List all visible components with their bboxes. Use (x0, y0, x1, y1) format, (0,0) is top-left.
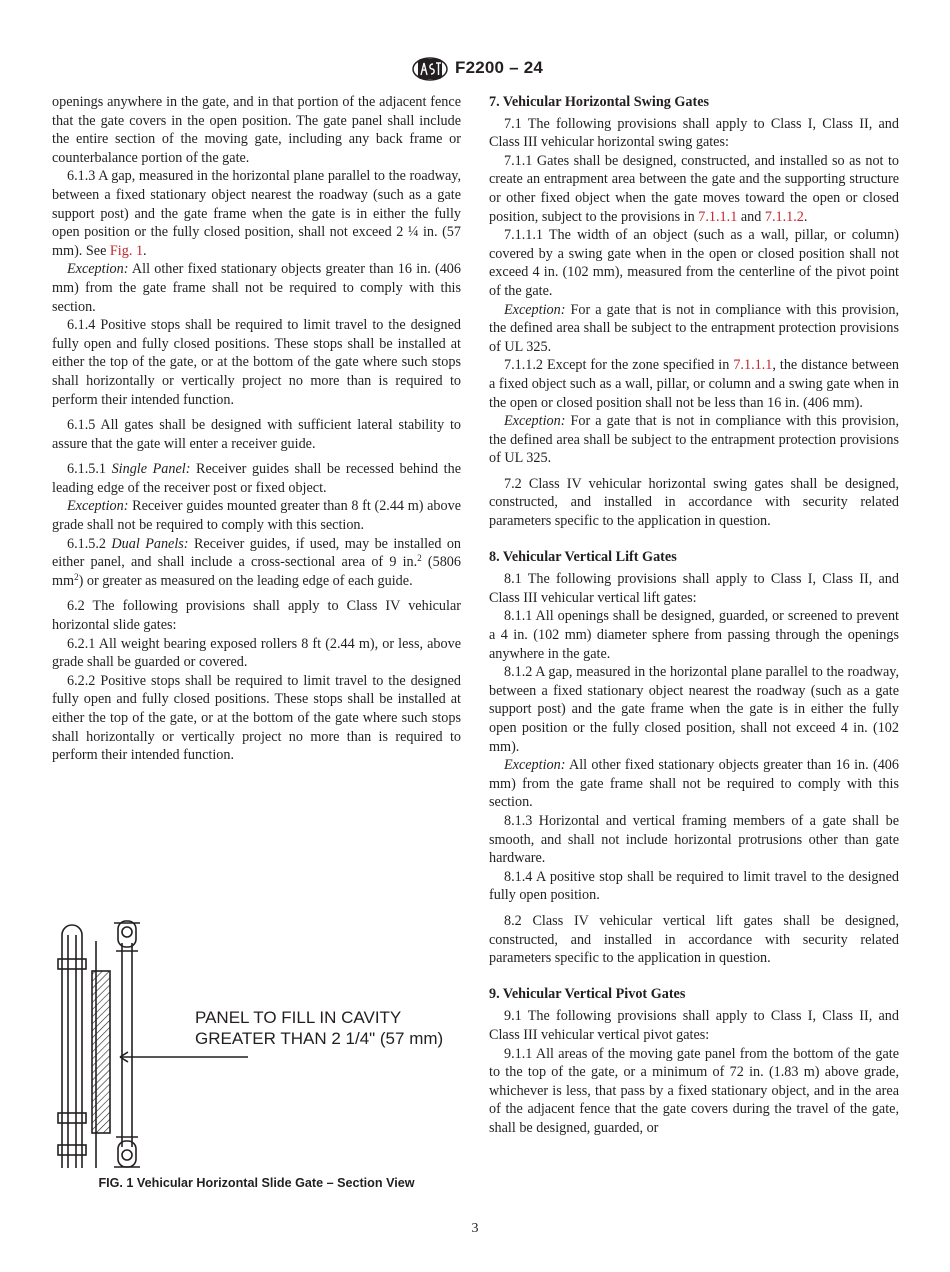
exception-7-1-1-2: Exception: For a gate that is not in compliance with this provision, the defined area shall be subject to the entrapment protection provisions of UL 325. (489, 413, 899, 467)
astm-logo-icon (410, 57, 450, 81)
document-id: F2200 – 24 (455, 58, 544, 77)
paragraph-6-1-5: 6.1.5 All gates shall be designed with sufficient lateral stability to assure that the gate will enter a receiver guide. (52, 417, 461, 452)
paragraph-6-1-4: 6.1.4 Positive stops shall be required to limit travel to the designed fully open and fully closed positions. These stops shall be installed at either the top of the gate, or at the bottom of the gate where such stops shall horizontally or vertically project no more than is required to perform their intended function. (52, 317, 461, 408)
exception-6-1-3: Exception: All other fixed stationary objects greater than 16 in. (406 mm) from the gate frame shall not be required to comply with this section. (52, 261, 461, 315)
paragraph-7-1-1: 7.1.1 Gates shall be designed, constructed, and installed so as not to create an entrapment area between the gate and the supporting structure or other fixed object when the gate moves toward the open or closed position, subject to the provisions in 7.1.1.1 and 7.1.1.2. (489, 152, 899, 225)
figure-1 (52, 915, 461, 1175)
figure-callout: PANEL TO FILL IN CAVITY GREATER THAN 2 1/4" (57 mm) (195, 1008, 444, 1048)
paragraph-6-1-5-1: 6.1.5.1 Single Panel: Receiver guides shall be recessed behind the leading edge of the receiver post or fixed object. (52, 461, 461, 496)
link-7-1-1-2[interactable]: 7.1.1.2 (764, 208, 804, 225)
paragraph-6-1-5-2: 6.1.5.2 Dual Panels: Receiver guides, if used, may be installed on either panel, and shall include a cross-sectional area of 9 in.$^2$ (5806 $mm^2$) or greater as measured on the leading edge of each guide. (52, 535, 462, 589)
section-8-heading: 8. Vehicular Vertical Lift Gates (489, 548, 677, 565)
paragraph-8-2: 8.2 Class IV vehicular vertical lift gates shall be designed, constructed, and installed in accordance with security related parameters specific to the application in question. (489, 912, 899, 967)
paragraph-6-2: 6.2 The following provisions shall apply to Class IV vehicular horizontal slide gates: (52, 598, 461, 634)
paragraph-6-1-3: 6.1.3 A gap, measured in the horizontal plane parallel to the roadway, between a fixed stationary object nearest the roadway (such as a gate support post) and the gate frame when the gate is in either the fully open position or the fully closed position, shall not exceed 2 ¼ in. (57 mm). See Fig. 1. (52, 168, 461, 259)
right-column (489, 93, 899, 1137)
paragraph-8-1-3: 8.1.3 Horizontal and vertical framing members of a gate shall be smooth, and shall not include horizontal protrusions other than gate hardware. (489, 812, 899, 867)
paragraph-9-1: 9.1 The following provisions shall apply to Class I, Class II, and Class III vehicular vertical pivot gates: (489, 1008, 899, 1043)
section-7-heading: 7. Vehicular Horizontal Swing Gates (489, 94, 710, 110)
section-9-heading: 9. Vehicular Vertical Pivot Gates (489, 985, 686, 1002)
paragraph-9-1-1: 9.1.1 All areas of the moving gate panel from the bottom of the gate to the top of the gate, or a minimum of 72 in. (1.83 m) above grade, whichever is less, that pass by a fixed stationary object, and in the area of the adjacent fence that the gate covers during the travel of the gate, shall be designed, guarded, or (489, 1045, 899, 1136)
exception-6-1-5-1: Exception: Receiver guides mounted greater than 8 ft (2.44 m) above grade shall not be required to comply with this section. (52, 498, 461, 534)
exception-7-1-1-1: Exception: For a gate that is not in compliance with this provision, the defined area shall be subject to the entrapment protection provisions of UL 325. (489, 301, 899, 355)
page-number: 3 (471, 1221, 479, 1236)
paragraph-8-1-1: 8.1.1 All openings shall be designed, guarded, or screened to prevent a 4 in. (102 mm) diameter sphere from passing through the openings anywhere in the gate. (489, 608, 899, 662)
paragraph-8-1: 8.1 The following provisions shall apply to Class I, Class II, and Class III vehicular vertical lift gates: (489, 571, 899, 606)
link-7-1-1-1[interactable]: 7.1.1.1 (698, 208, 738, 225)
paragraph-6-2-1: 6.2.1 All weight bearing exposed rollers 8 ft (2.44 m), or less, above grade shall be guarded or covered. (52, 635, 461, 671)
paragraph-7-2: 7.2 Class IV vehicular horizontal swing gates shall be designed, constructed, and installed in accordance with security related parameters specific to the application in question. (489, 475, 899, 530)
paragraph-8-1-4: 8.1.4 A positive stop shall be required to limit travel to the designed fully open position. (489, 868, 899, 904)
paragraph-8-1-2: 8.1.2 A gap, measured in the horizontal plane parallel to the roadway, between a fixed stationary object nearest the roadway (such as a gate support post) and the gate frame when the gate is in either the fully open position or the fully closed position, shall not exceed 4 in. (102 mm). (489, 664, 899, 755)
paragraph-7-1: 7.1 The following provisions shall apply to Class I, Class II, and Class III vehicular horizontal swing gates: (489, 115, 899, 151)
paragraph-6-2-2: 6.2.2 Positive stops shall be required to limit travel to the designed fully open and fully closed positions. These stops shall be installed at either the top of the gate, or at the bottom of the gate where such stops shall horizontally or vertically project no more than is required to perform their intended function. (52, 672, 461, 764)
link-7-1-1-1-ref[interactable]: 7.1.1.1 (733, 357, 773, 374)
figure-caption: FIG. 1 Vehicular Horizontal Slide Gate – Section View (98, 1176, 415, 1190)
page-header (0, 57, 950, 81)
paragraph-7-1-1-1: 7.1.1.1 The width of an object (such as a wall, pillar, or column) covered by a swing gate when in the open or closed position shall not exceed 4 in. (102 mm), measured from the centerline of the pivot point of the gate. (489, 227, 899, 299)
paragraph-7-1-1-2: 7.1.1.2 Except for the zone specified in 7.1.1.1, the distance between a fixed object such as a wall, pillar, or column and a swing gate when in the open or closed position shall not be less than 16 in. (406 mm). (489, 357, 899, 411)
paragraph-continued: openings anywhere in the gate, and in that portion of the adjacent fence that the gate covers in the open position. The gate panel shall include the entire section of the moving gate, including any back frame or counterbalance portion of the gate. (52, 94, 461, 166)
left-column (52, 93, 461, 765)
fig-1-link[interactable]: Fig. 1 (109, 242, 144, 259)
exception-8-1-2: Exception: All other fixed stationary objects greater than 16 in. (406 mm) from the gate frame shall not be required to comply with this section. (489, 757, 899, 811)
